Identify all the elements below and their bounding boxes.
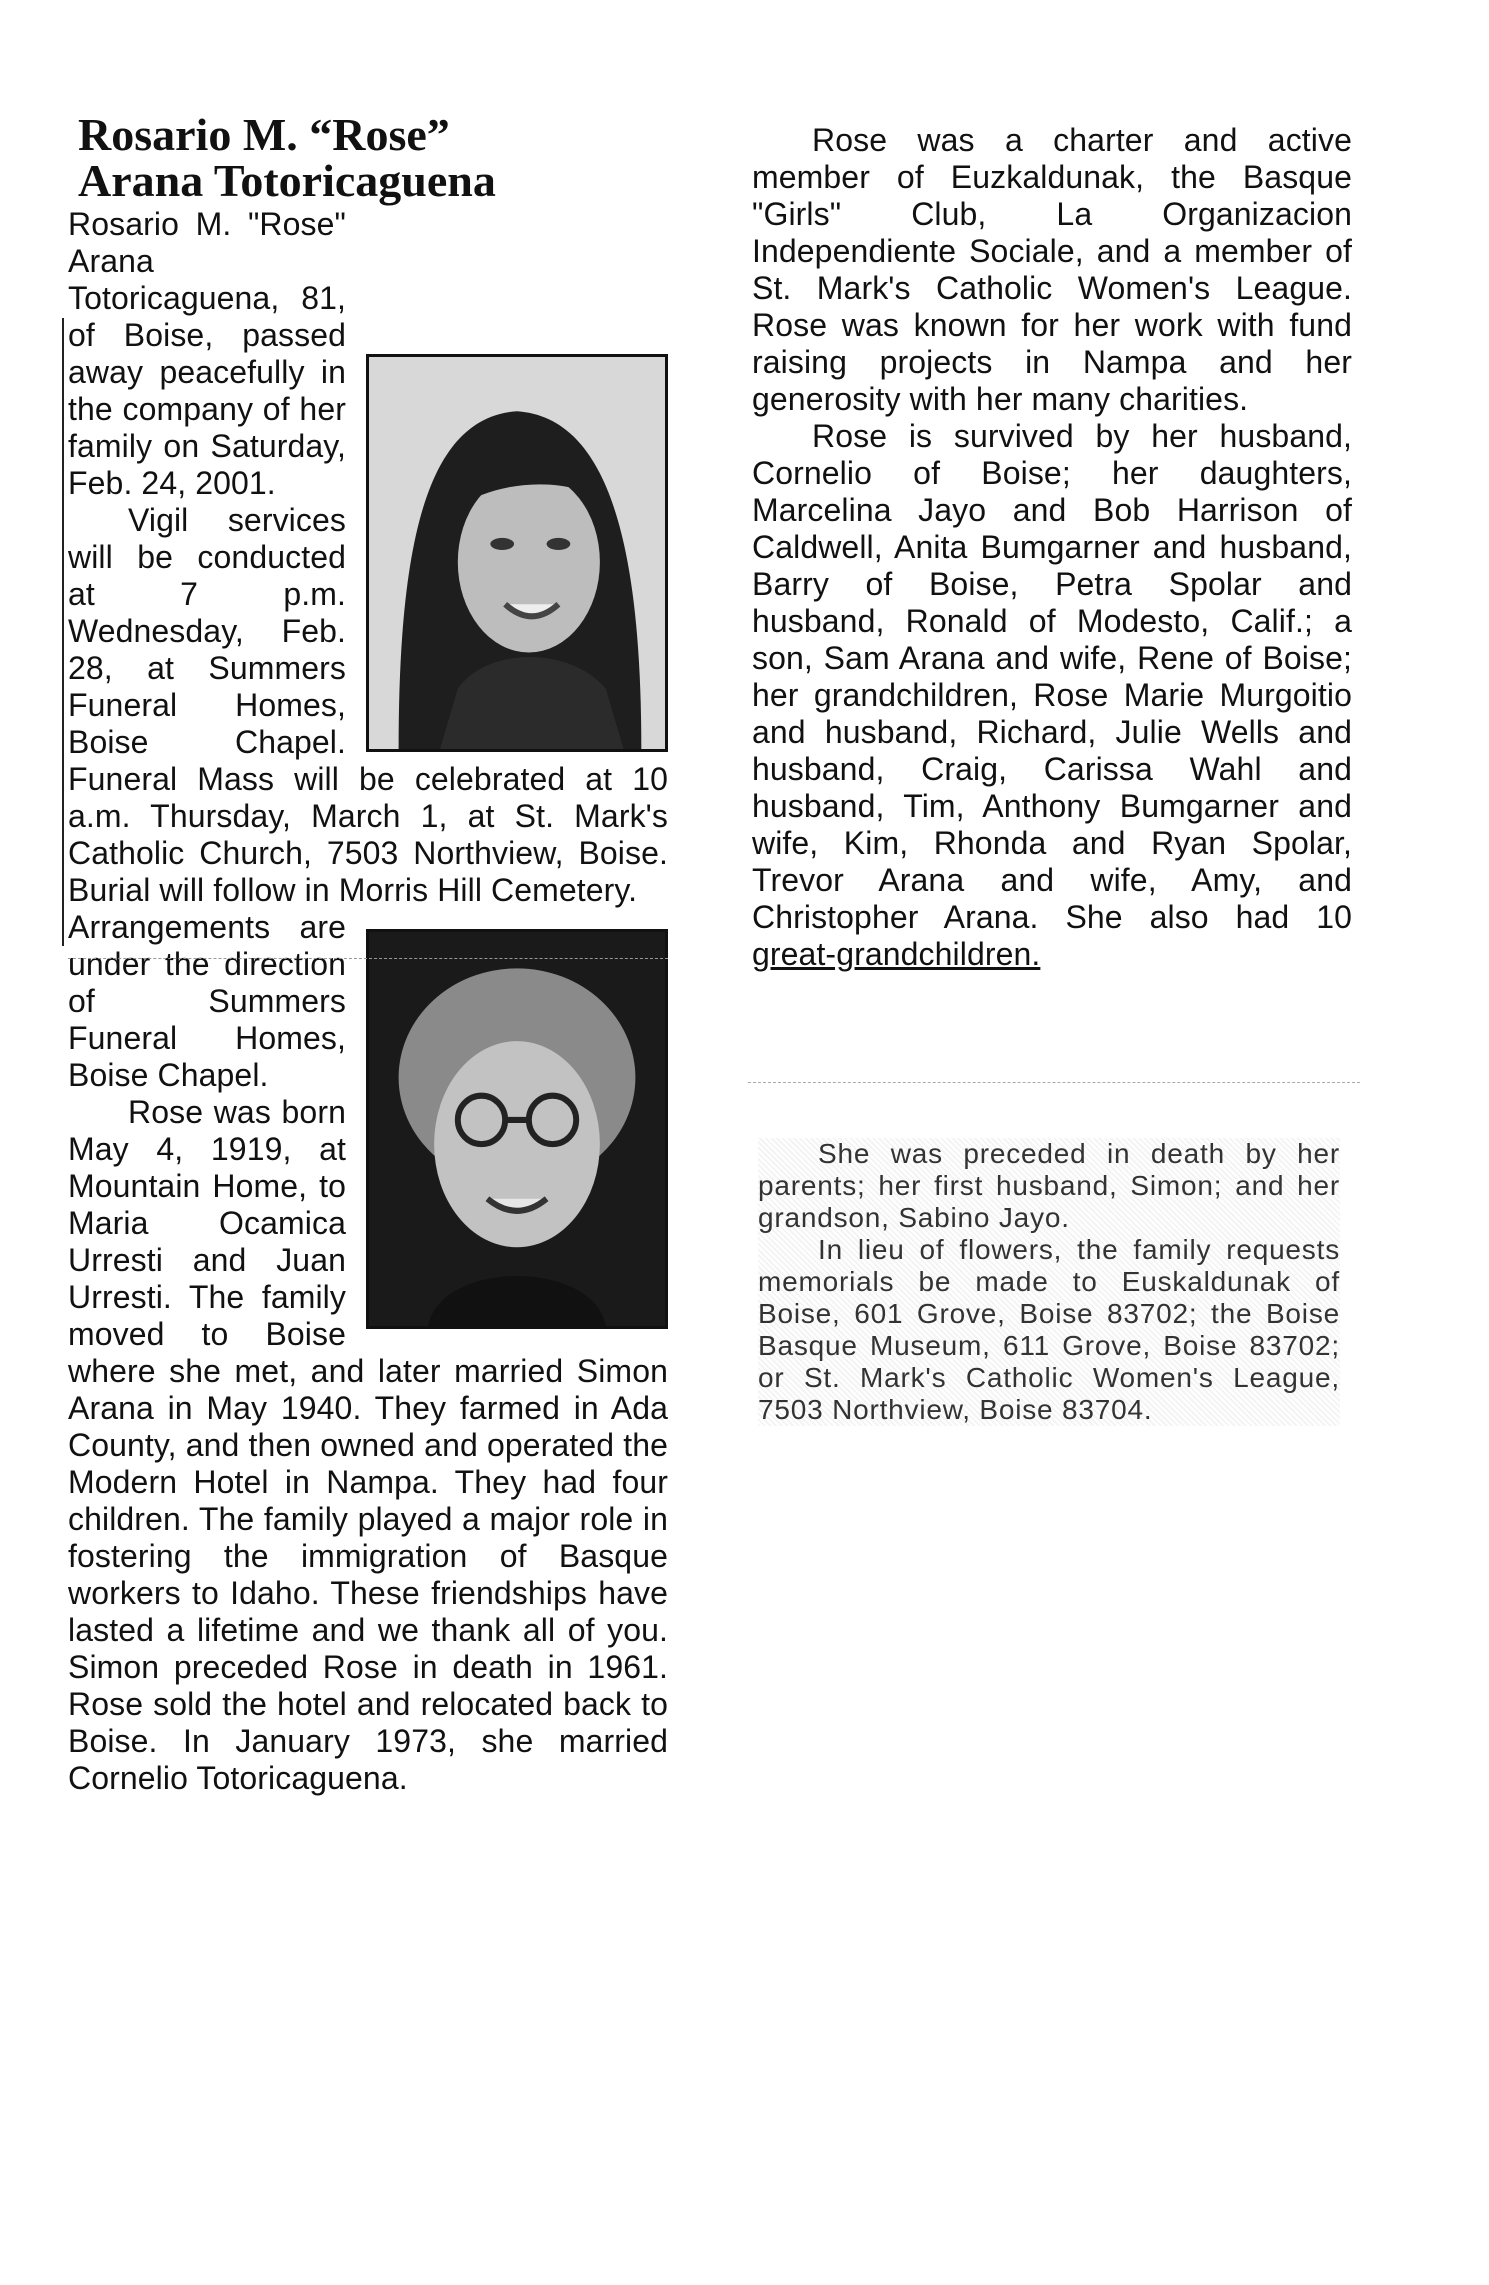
left-column-rule	[62, 318, 64, 946]
preceded-paragraph: She was preceded in death by her parents; her first husband, Simon; and her grandson, Sabino Jayo.	[758, 1138, 1340, 1233]
obituary-headline	[78, 109, 698, 206]
column-divider	[68, 958, 668, 959]
survivors-text: Rose is survived by her husband, Cornelio of Boise; her daughters, Marcelina Jayo and Bob Harrison of Caldwell, Anita Bumgarner and husband, Barry of Boise, Petra Spolar and husband, Ronald of Modesto, Calif.; a son, Sam Arana and wife, Rene of Boise; her grandchildren, Rose Marie Murgoitio and husband, Richard, Julie Wells and husband, Craig, Carissa Wahl and husband, Tim, Anthony Bumgarner and wife, Kim, Rhonda and Ryan Spolar, Trevor Arana and wife, Amy, and Christopher Arana. She also had 10	[752, 418, 1352, 935]
intro-paragraph: Rosario M. "Rose" Arana Totoricaguena, 81, of Boise, passed away peacefully in the company of her family on Saturday, Feb. 24, 2001.	[68, 206, 346, 501]
right-column-divider	[748, 1082, 1360, 1083]
biography-paragraph: Rose was born May 4, 1919, at Mountain Home, to Maria Ocamica Urresti and Juan Urresti. The family moved to Boise where she met, and later married Simon Arana in May 1940. They farmed in Ada County, and then owned and operated the Modern Hotel in Nampa. They had four children. The family played a major role in fostering the immigration of Basque workers to Idaho. These friendships have lasted a lifetime and we thank all of you. Simon preceded Rose in death in 1961. Rose sold the hotel and relocated back to Boise. In January 1973, she married Cornelio Totoricaguena.	[68, 1094, 668, 1796]
left-column	[68, 206, 668, 1797]
survivors-paragraph	[752, 418, 1352, 973]
memorials-paragraph: In lieu of flowers, the family requests memorials be made to Euskaldunak of Boise, 601 Grove, Boise 83702; the Boise Basque Museum, 611 Grove, Boise 83702; or St. Mark's Catholic Women's League, 7503 Northview, Boise 83704.	[758, 1234, 1340, 1425]
portrait-older-image	[369, 932, 665, 1326]
survivors-text-end: great-grandchildren.	[752, 936, 1041, 972]
right-column	[752, 122, 1352, 973]
portrait-young-image	[369, 357, 665, 749]
arrangements-paragraph: Arrangements are under the direction of Summers Funeral Homes, Boise Chapel.	[68, 909, 346, 1093]
memberships-paragraph: Rose was a charter and active member of Euzkaldunak, the Basque "Girls" Club, La Organizacion Independiente Sociale, and a member of St. Mark's Catholic Women's League. Rose was known for her work with fund raising projects in Nampa and her generosity with her many charities.	[752, 122, 1352, 417]
headline-line-2: Arana Totoricaguena	[78, 155, 496, 206]
portrait-photo-older	[366, 929, 668, 1329]
right-column-addendum	[758, 1138, 1340, 1426]
services-paragraph: Vigil services will be conducted at 7 p.m. Wednesday, Feb. 28, at Summers Funeral Homes, Boise Chapel. Funeral Mass will be celebrated at 10 a.m. Thursday, March 1, at St. Mark's Catholic Church, 7503 Northview, Boise. Burial will follow in Morris Hill Cemetery.	[68, 502, 668, 908]
headline-line-1: Rosario M. “Rose”	[78, 109, 450, 160]
portrait-photo-young	[366, 354, 668, 752]
